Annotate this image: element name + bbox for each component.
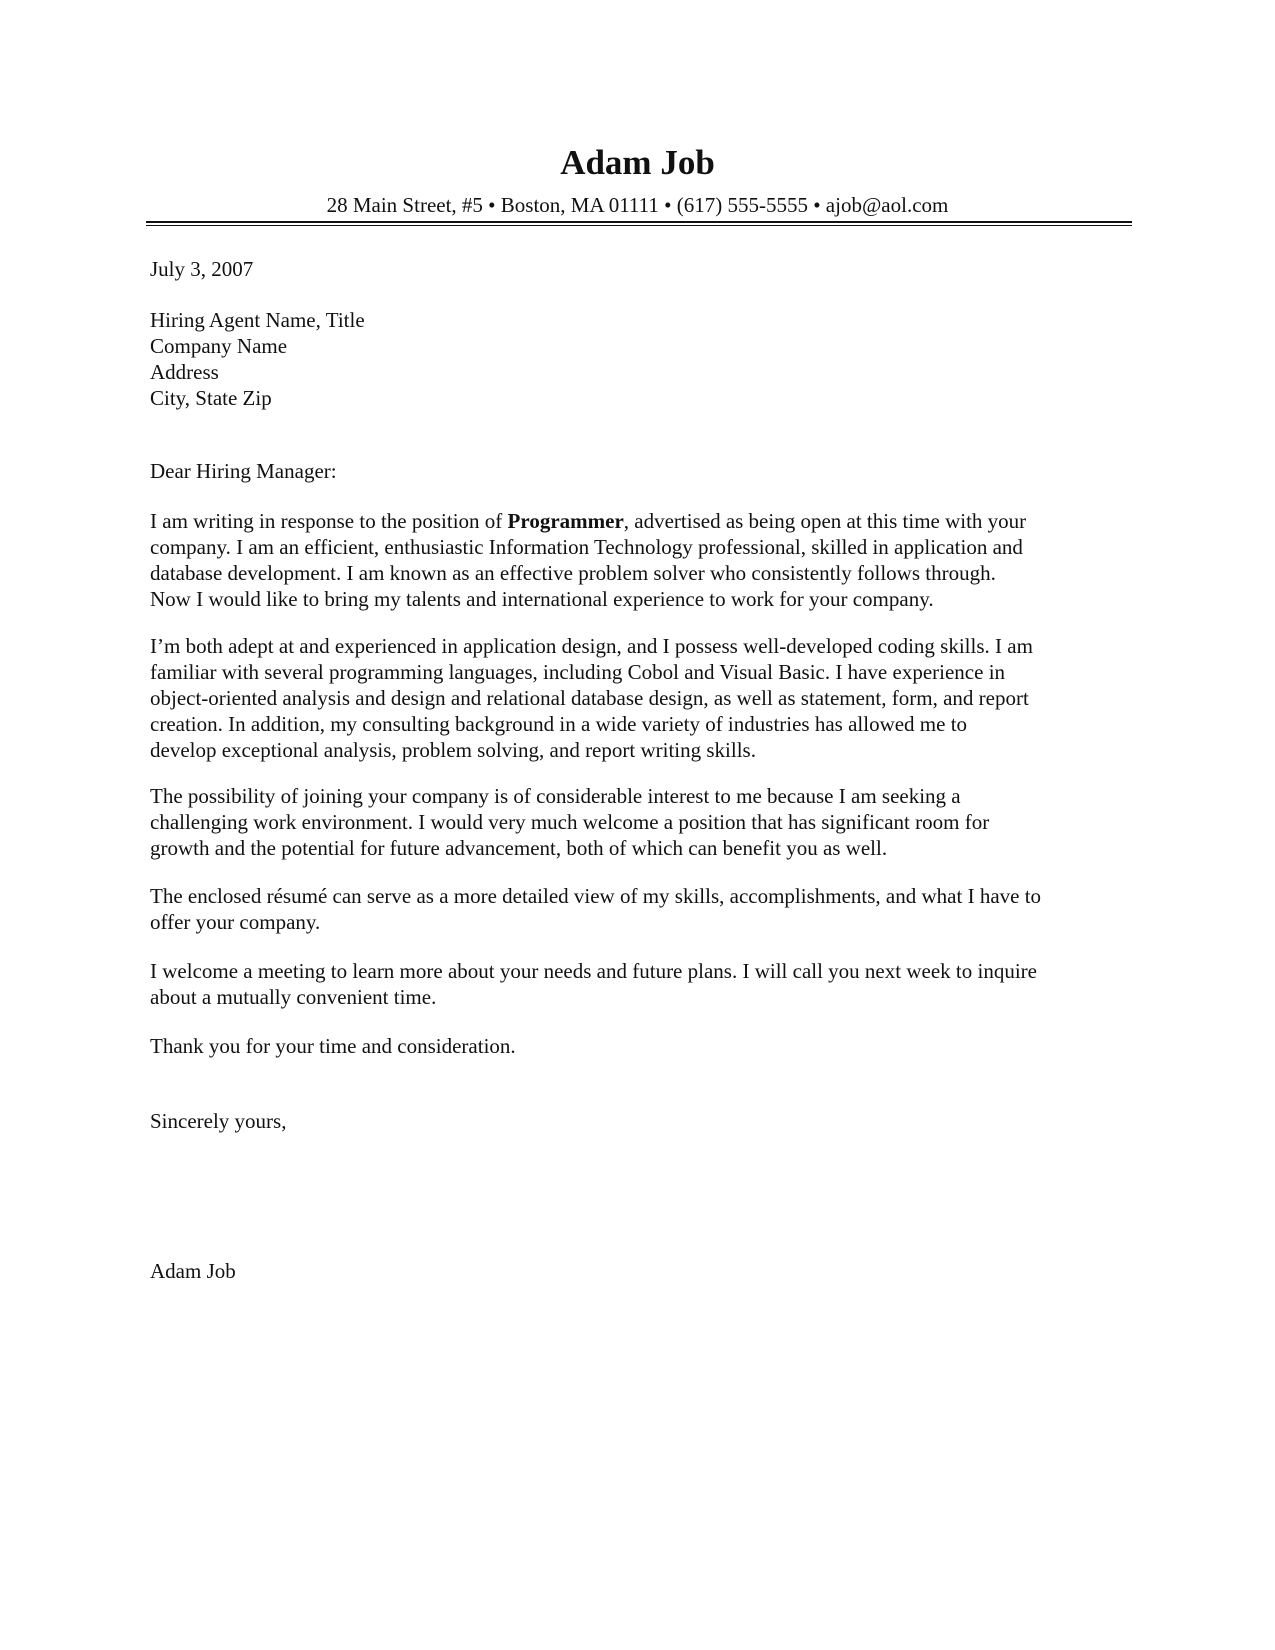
recipient-company: Company Name [150, 334, 288, 358]
position-title: Programmer [507, 509, 624, 533]
paragraph-1-line-1-before: I am writing in response to the position of [150, 509, 508, 533]
letter-date [150, 256, 1130, 282]
signature [150, 1258, 1130, 1284]
paragraph-3 [150, 783, 1130, 861]
paragraph-6 [150, 1033, 1130, 1059]
paragraph-2-line-2: familiar with several programming languages, including Cobol and Visual Basic. I have experience in [150, 660, 1006, 684]
salutation [150, 458, 1130, 484]
paragraph-2 [150, 633, 1130, 763]
paragraph-4-line-2: offer your company. [150, 910, 321, 934]
signature-name: Adam Job [150, 1259, 236, 1283]
paragraph-3-line-2: challenging work environment. I would very much welcome a position that has significant room for [150, 810, 990, 834]
paragraph-6-line-1: Thank you for your time and consideration. [150, 1034, 516, 1058]
paragraph-4-line-1: The enclosed résumé can serve as a more detailed view of my skills, accomplishments, and what I have to [150, 884, 1042, 908]
header-rule-thin [146, 225, 1132, 226]
paragraph-2-line-5: develop exceptional analysis, problem solving, and report writing skills. [150, 738, 756, 762]
paragraph-5-line-2: about a mutually convenient time. [150, 985, 437, 1009]
recipient-address: Address [150, 360, 219, 384]
sender-contact-line: 28 Main Street, #5 • Boston, MA 01111 • (617) 555-5555 • ajob@aol.com [326, 193, 949, 217]
header-rule-thick [146, 221, 1132, 223]
closing-text: Sincerely yours, [150, 1109, 287, 1133]
recipient-name-title: Hiring Agent Name, Title [150, 308, 365, 332]
paragraph-3-line-1: The possibility of joining your company is of considerable interest to me because I am seeking a [150, 784, 961, 808]
paragraph-5 [150, 958, 1130, 1010]
paragraph-3-line-3: growth and the potential for future advancement, both of which can benefit you as well. [150, 836, 888, 860]
paragraph-2-line-1: I’m both adept at and experienced in application design, and I possess well-developed coding skills. I am [150, 634, 1033, 658]
sender-name: Adam Job [560, 143, 715, 182]
date-text: July 3, 2007 [150, 257, 254, 281]
paragraph-1-line-4: Now I would like to bring my talents and international experience to work for your company. [150, 587, 934, 611]
paragraph-1-line-3: database development. I am known as an effective problem solver who consistently follows through. [150, 561, 996, 585]
recipient-city-state-zip: City, State Zip [150, 386, 272, 410]
paragraph-1-line-1 [150, 508, 1130, 534]
paragraph-1-line-1-after: , advertised as being open at this time with your [623, 509, 1027, 533]
paragraph-5-line-1: I welcome a meeting to learn more about your needs and future plans. I will call you next week to inquire [150, 959, 1037, 983]
paragraph-1-line-2: company. I am an efficient, enthusiastic Information Technology professional, skilled in application and [150, 535, 1023, 559]
paragraph-1 [150, 508, 1130, 612]
paragraph-4 [150, 883, 1130, 935]
paragraph-2-line-4: creation. In addition, my consulting background in a wide variety of industries has allowed me to [150, 712, 968, 736]
closing [150, 1108, 1130, 1134]
paragraph-2-line-3: object-oriented analysis and design and relational database design, as well as statement, form, and report [150, 686, 1029, 710]
salutation-text: Dear Hiring Manager: [150, 459, 337, 483]
recipient-address-block [150, 307, 1130, 411]
